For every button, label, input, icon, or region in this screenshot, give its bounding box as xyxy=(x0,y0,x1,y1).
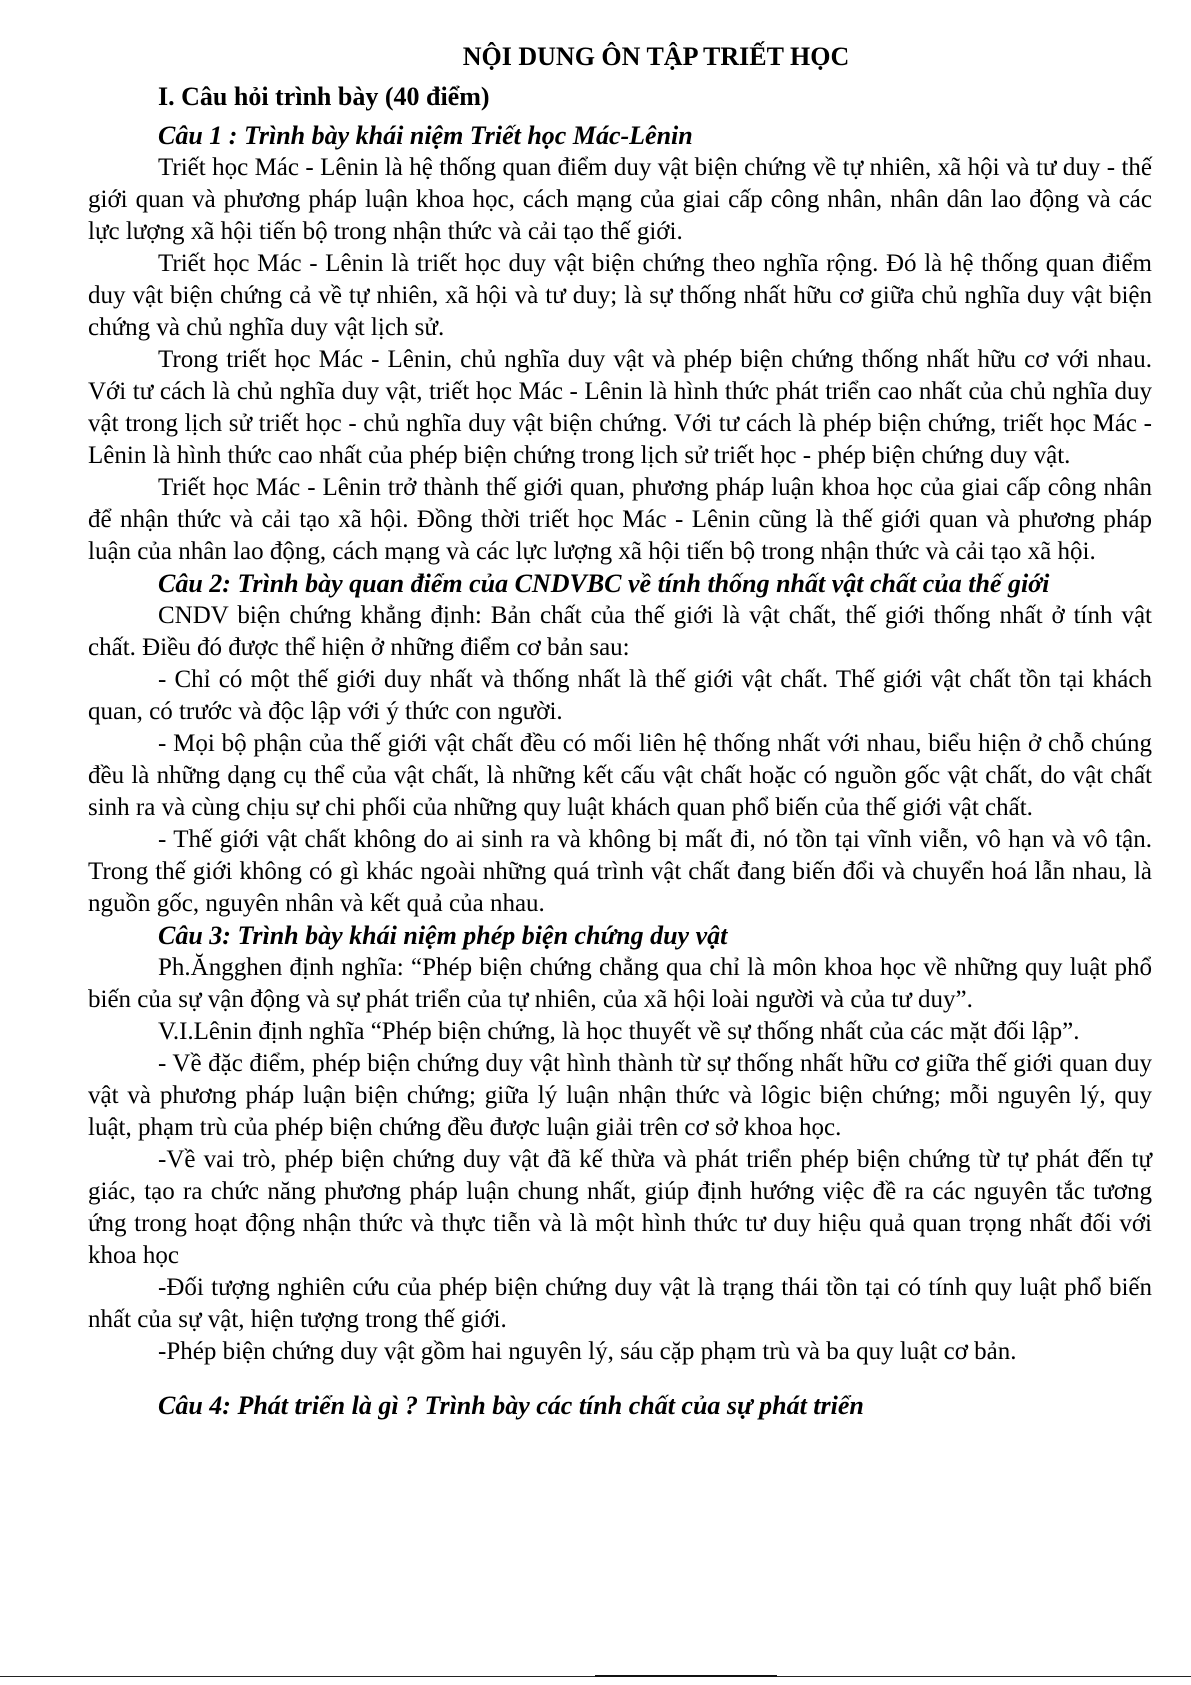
section-heading: I. Câu hỏi trình bày (40 điểm) xyxy=(158,82,490,111)
page-footer-rule-accent xyxy=(595,1675,777,1677)
document-title: NỘI DUNG ÔN TẬP TRIẾT HỌC xyxy=(462,42,850,71)
question-3-paragraph: -Đối tượng nghiên cứu của phép biện chứng duy vật là trạng thái tồn tại có tính quy luật phổ biến nhất của sự vật, hiện tượng trong thế giới. xyxy=(88,1274,1152,1333)
question-4-heading: Câu 4: Phát triển là gì ? Trình bày các tính chất của sự phát triển xyxy=(158,1391,864,1420)
question-1-paragraph: Triết học Mác - Lênin là hệ thống quan điểm duy vật biện chứng về tự nhiên, xã hội và tư duy - thế giới quan và phương pháp luận khoa học, cách mạng của giai cấp công nhân, nhân dân lao động và các lực lượng xã hội tiến bộ trong nhận thức và cải tạo thế giới. xyxy=(88,154,1152,245)
question-2-paragraph: - Thế giới vật chất không do ai sinh ra và không bị mất đi, nó tồn tại vĩnh viễn, vô hạn và vô tận. Trong thế giới không có gì khác ngoài những quá trình vật chất đang biến đổi và chuyển hoá lẫn nhau, là nguồn gốc, nguyên nhân và kết quả của nhau. xyxy=(88,826,1152,917)
spacer xyxy=(88,1368,1152,1390)
question-3-paragraph: -Về vai trò, phép biện chứng duy vật đã kế thừa và phát triển phép biện chứng từ tự phát đến tự giác, tạo ra chức năng phương pháp luận chung nhất, giúp định hướng việc đề ra các nguyên tắc tương ứng trong hoạt động nhận thức và thực tiễn và là một hình thức tư duy hiệu quả quan trọng nhất đối với khoa học xyxy=(88,1146,1152,1269)
question-3-paragraph: V.I.Lênin định nghĩa “Phép biện chứng, là học thuyết về sự thống nhất của các mặt đối lập”. xyxy=(158,1018,1080,1045)
question-3-paragraph: - Về đặc điểm, phép biện chứng duy vật hình thành từ sự thống nhất hữu cơ giữa thế giới quan duy vật và phương pháp luận biện chứng; giữa lý luận nhận thức và lôgic biện chứng; mỗi nguyên lý, quy luật, phạm trù của phép biện chứng đều được luận giải trên cơ sở khoa học. xyxy=(88,1050,1152,1141)
question-1-heading: Câu 1 : Trình bày khái niệm Triết học Mác-Lênin xyxy=(158,121,693,150)
question-2-paragraph: - Mọi bộ phận của thế giới vật chất đều có mối liên hệ thống nhất với nhau, biểu hiện ở chỗ chúng đều là những dạng cụ thể của vật chất, là những kết cấu vật chất hoặc có nguồn gốc vật chất, do vật chất sinh ra và cùng chịu sự chi phối của những quy luật khách quan phổ biến của thế giới vật chất. xyxy=(88,730,1152,821)
question-2-heading: Câu 2: Trình bày quan điểm của CNDVBC về tính thống nhất vật chất của thế giới xyxy=(158,569,1050,598)
question-3-heading: Câu 3: Trình bày khái niệm phép biện chứng duy vật xyxy=(158,921,728,950)
question-1-paragraph: Triết học Mác - Lênin là triết học duy vật biện chứng theo nghĩa rộng. Đó là hệ thống quan điểm duy vật biện chứng cả về tự nhiên, xã hội và tư duy; là sự thống nhất hữu cơ giữa chủ nghĩa duy vật biện chứng và chủ nghĩa duy vật lịch sử. xyxy=(88,250,1152,341)
question-1-paragraph: Trong triết học Mác - Lênin, chủ nghĩa duy vật và phép biện chứng thống nhất hữu cơ với nhau. Với tư cách là chủ nghĩa duy vật, triết học Mác - Lênin là hình thức phát triển cao nhất của chủ nghĩa duy vật trong lịch sử triết học - chủ nghĩa duy vật biện chứng. Với tư cách là phép biện chứng, triết học Mác - Lênin là hình thức cao nhất của phép biện chứng trong lịch sử triết học - phép biện chứng duy vật. xyxy=(88,346,1152,469)
question-3-paragraph: -Phép biện chứng duy vật gồm hai nguyên lý, sáu cặp phạm trù và ba quy luật cơ bản. xyxy=(158,1338,1017,1365)
question-1-paragraph: Triết học Mác - Lênin trở thành thế giới quan, phương pháp luận khoa học của giai cấp công nhân để nhận thức và cải tạo xã hội. Đồng thời triết học Mác - Lênin cũng là thế giới quan và phương pháp luận của nhân lao động, cách mạng và các lực lượng xã hội tiến bộ trong nhận thức và cải tạo xã hội. xyxy=(88,474,1152,565)
question-2-paragraph: - Chỉ có một thế giới duy nhất và thống nhất là thế giới vật chất. Thế giới vật chất tồn tại khách quan, có trước và độc lập với ý thức con người. xyxy=(88,666,1152,725)
question-2-paragraph: CNDV biện chứng khẳng định: Bản chất của thế giới là vật chất, thế giới thống nhất ở tính vật chất. Điều đó được thể hiện ở những điểm cơ bản sau: xyxy=(88,602,1152,661)
document-page xyxy=(88,36,1152,1422)
question-3-paragraph: Ph.Ăngghen định nghĩa: “Phép biện chứng chẳng qua chỉ là môn khoa học về những quy luật phổ biến của sự vận động và sự phát triển của tự nhiên, của xã hội loài người và của tư duy”. xyxy=(88,954,1152,1013)
